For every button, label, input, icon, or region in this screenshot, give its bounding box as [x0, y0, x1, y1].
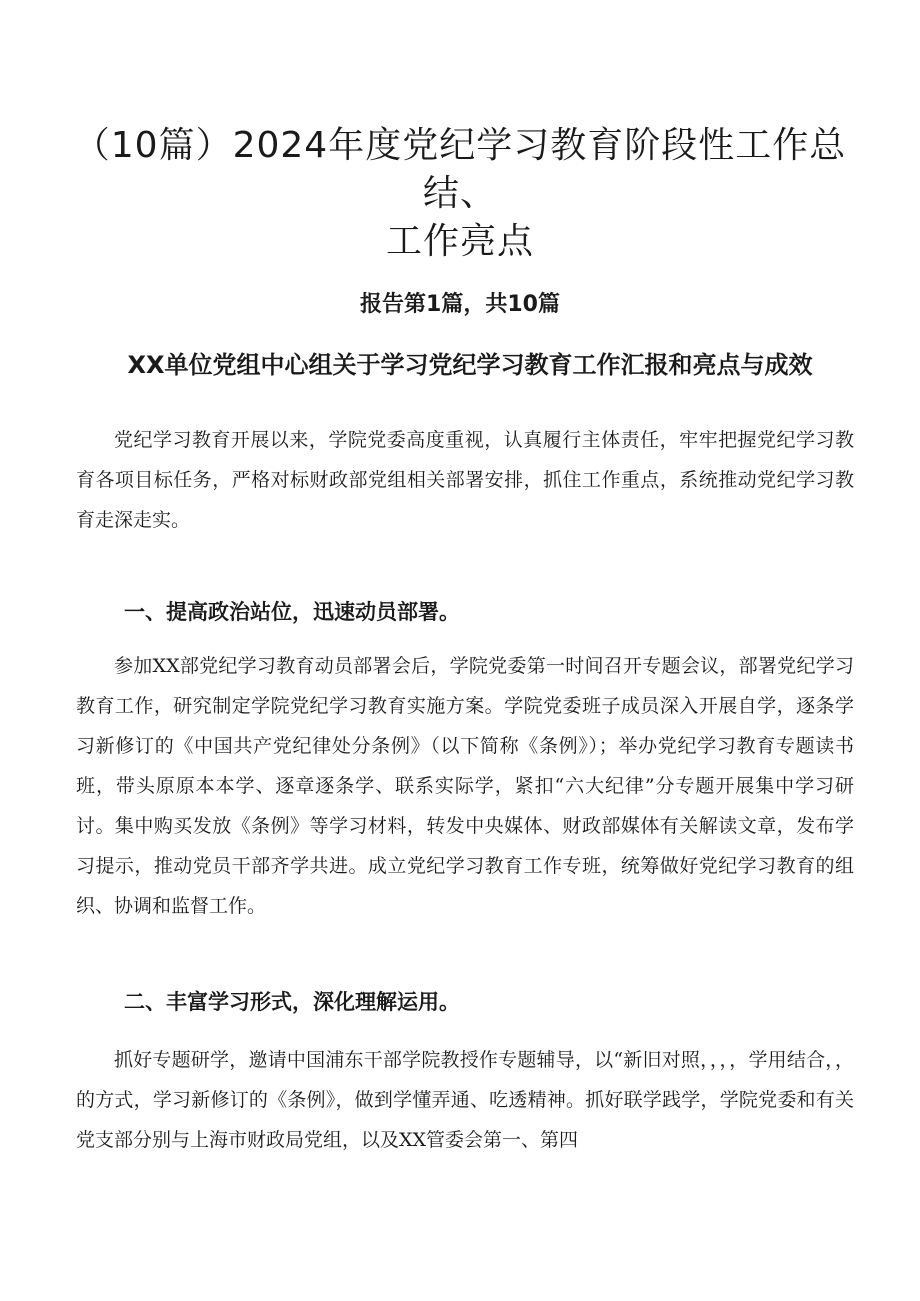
- report-number: 报告第1篇，共10篇: [360, 292, 560, 317]
- intro-paragraph: 党纪学习教育开展以来，学院党委高度重视，认真履行主体责任，牢牢把握党纪学习教育各项目标任务，严格对标财政部党组相关部署安排，抓住工作重点，系统推动党纪学习教育走深走实。: [76, 429, 854, 531]
- section-1-heading: 一、提高政治站位，迅速动员部署。: [124, 600, 460, 624]
- section-2-heading: 二、丰富学习形式，深化理解运用。: [124, 990, 460, 1014]
- document-title-line-1: （10篇）2024年度党纪学习教育阶段性工作总结、: [73, 125, 847, 214]
- document-title: [60, 122, 860, 266]
- section-1-paragraph: 参加XX部党纪学习教育动员部署会后，学院党委第一时间召开专题会议，部署党纪学习教育工作，研究制定学院党纪学习教育实施方案。学院党委班子成员深入开展自学，逐条学习新修订的《中国共产党纪律处分条例》（以下简称《条例》）；举办党纪学习教育专题读书班，带头原原本本学、逐章逐条学、联系实际学，紧扣“六大纪律”分专题开展集中学习研讨。集中购买发放《条例》等学习材料，转发中央媒体、财政部媒体有关解读文章，发布学习提示，推动党员干部齐学共进。成立党纪学习教育工作专班，统筹做好党纪学习教育的组织、协调和监督工作。: [76, 655, 854, 917]
- report-subtitle: XX单位党组中心组关于学习党纪学习教育工作汇报和亮点与成效: [127, 351, 813, 379]
- document-title-line-2: 工作亮点: [385, 221, 534, 262]
- section-2-paragraph: 抓好专题研学，邀请中国浦东干部学院教授作专题辅导，以“新旧对照，，，，学用结合，，的方式，学习新修订的《条例》，做到学懂弄通、吃透精神。抓好联学践学，学院党委和有关党支部分别与上海市财政局党组，以及XX管委会第一、第四: [76, 1049, 854, 1151]
